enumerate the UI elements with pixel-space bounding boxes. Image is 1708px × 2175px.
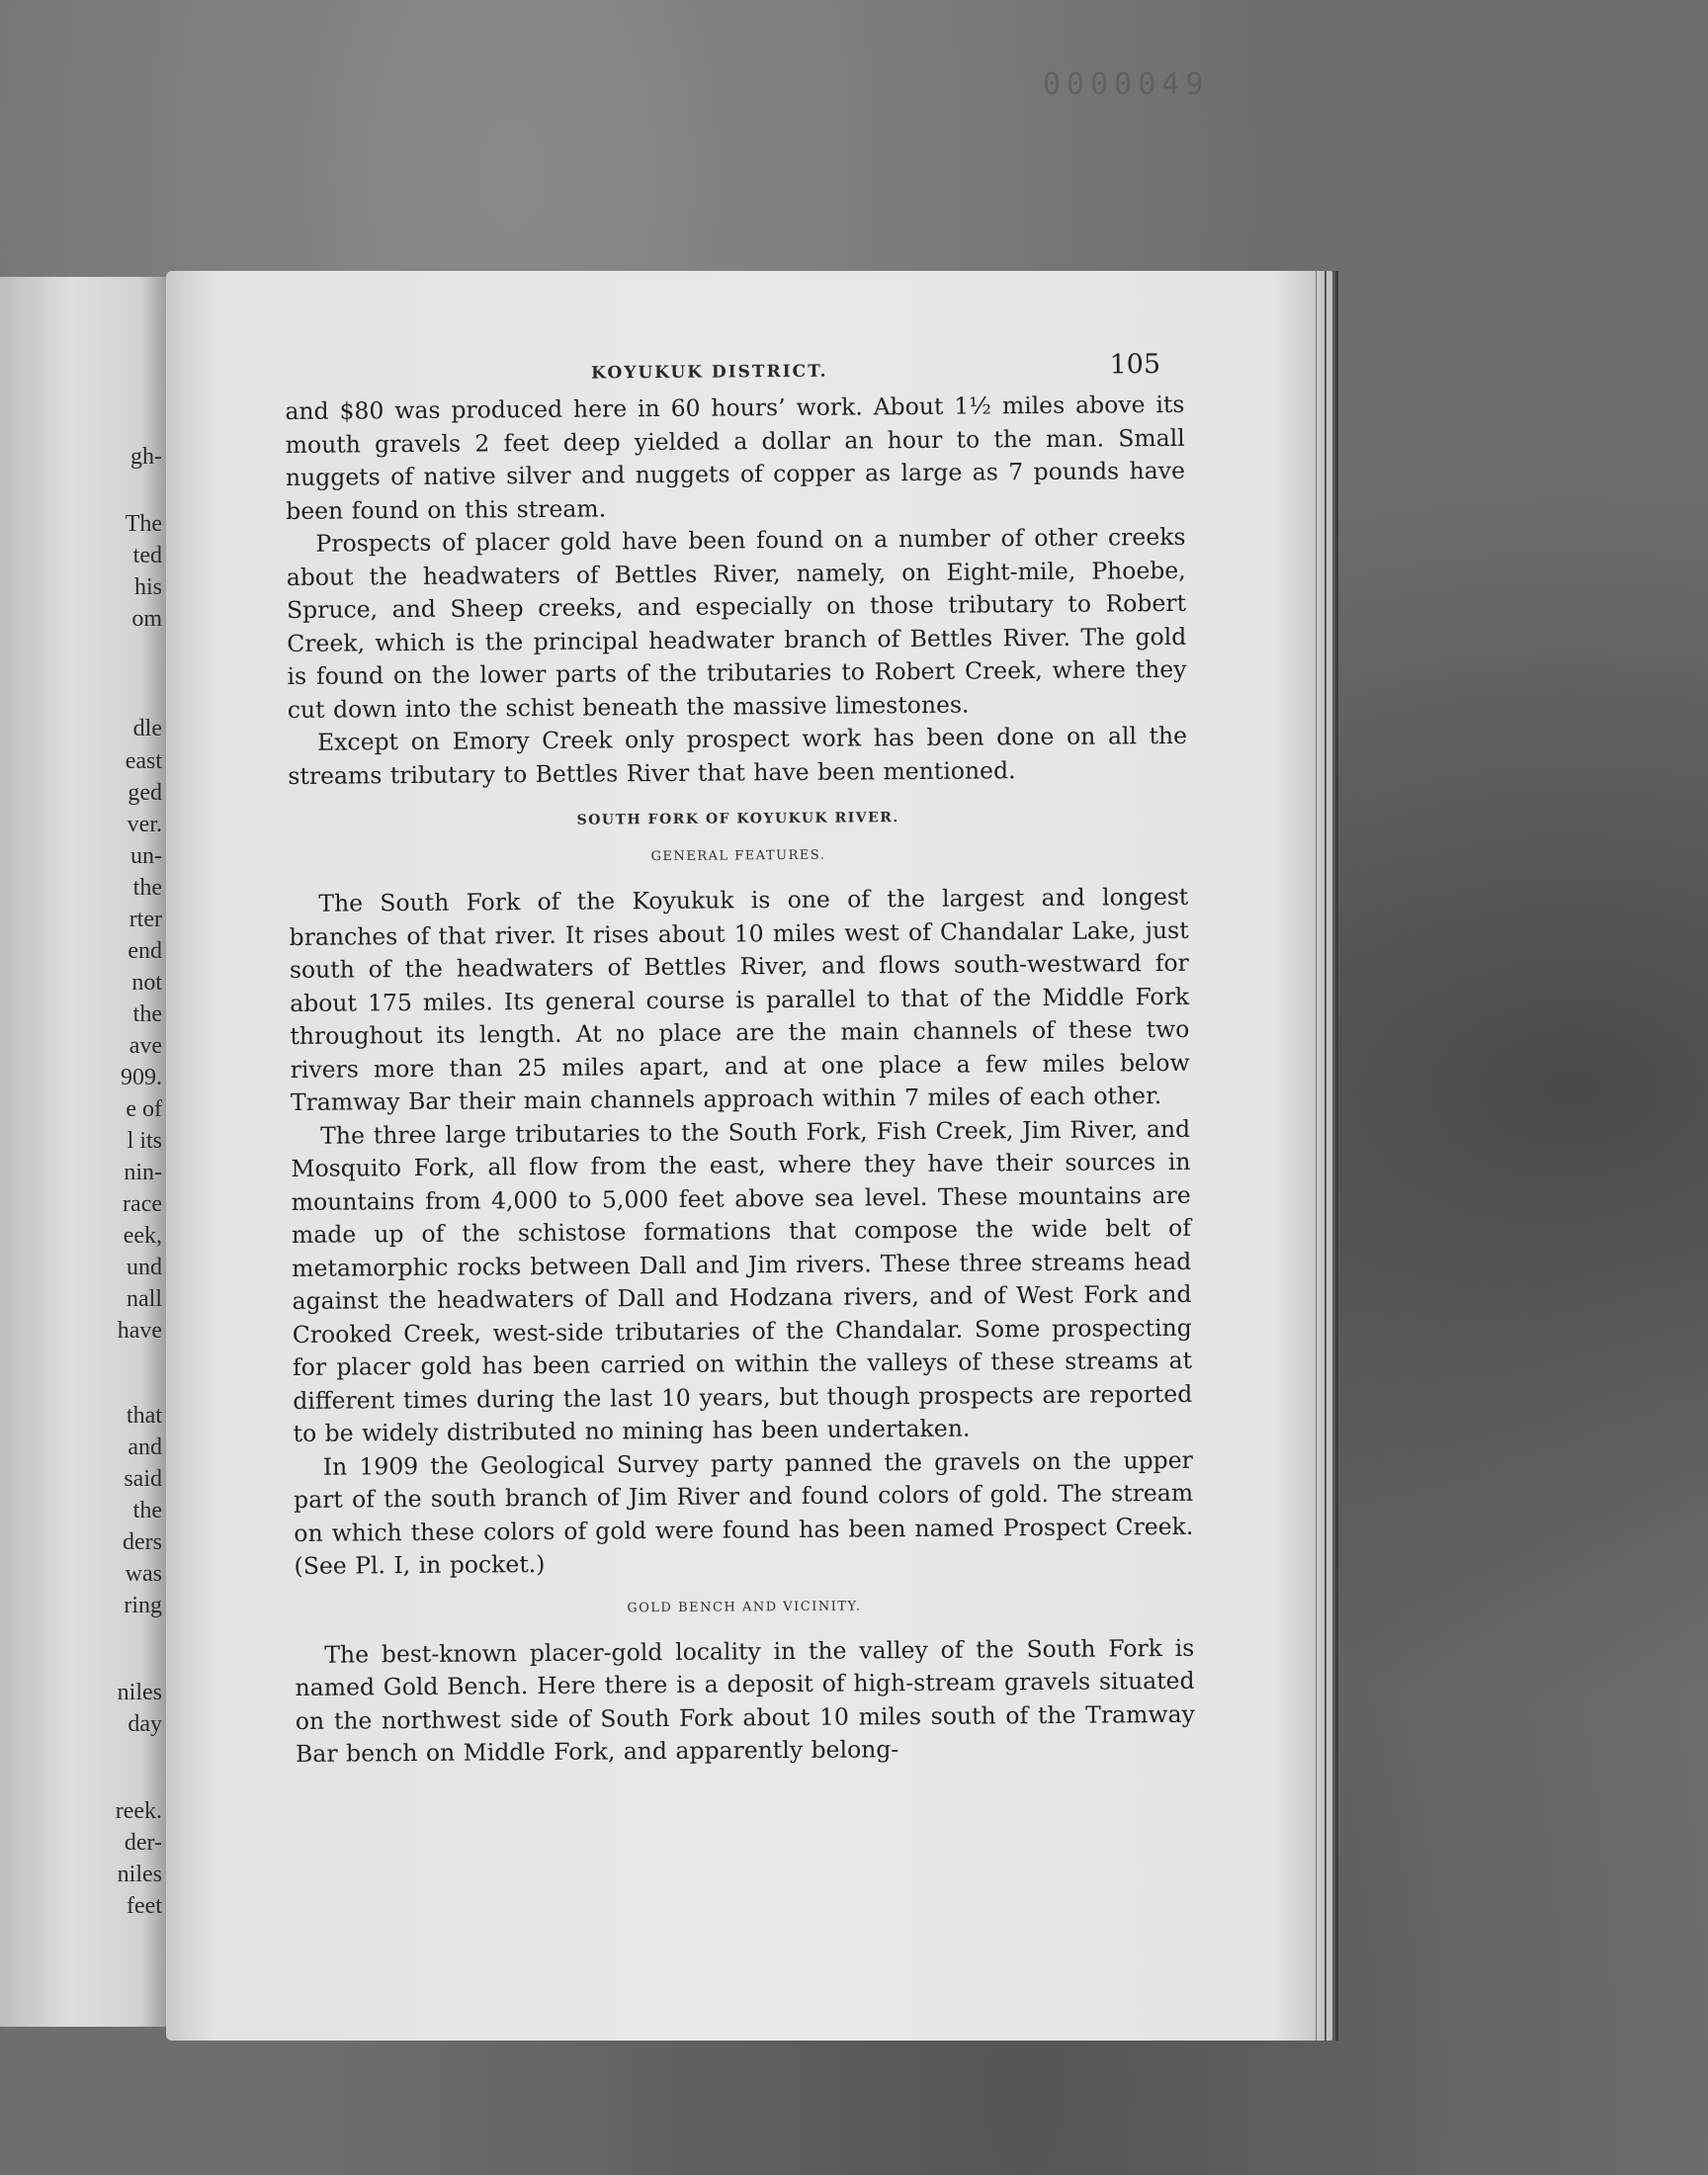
paragraph: The South Fork of the Koyukuk is one of the largest and longest branches of that river. It rises about 10 miles west of Chandalar Lake, just south of the headwaters of Bettles River, and flows south-westward for about 175 miles. Its general course is parallel to that of the Middle Fork throughout its length. At no place are the main channels of these two rivers more than 25 miles apart, and at one place a few miles below Tramway Bar their main channels approach within 7 miles of each other. [289, 882, 1190, 1116]
section-heading: SOUTH FORK OF KOYUKUK RIVER. [576, 810, 899, 828]
left-page-fragment: gh- [130, 444, 162, 470]
left-page-fragment: ged [128, 780, 162, 806]
left-page-fragment: the [132, 1498, 162, 1523]
left-page-fragment: and [128, 1435, 162, 1460]
left-page-fragment: end [128, 938, 162, 964]
left-page-edge [0, 277, 176, 2027]
left-page-fragment: day [128, 1711, 162, 1737]
left-page-fragment: nin- [124, 1160, 162, 1185]
left-page-fragment: was [125, 1561, 162, 1587]
paragraph: Except on Emory Creek only prospect work has been done on all the streams tributary to Bettles River that have been mentioned. [288, 721, 1188, 790]
left-page-fragment: not [131, 970, 162, 996]
left-page-fragment: said [124, 1466, 162, 1492]
left-page-fragment: l its [127, 1128, 162, 1154]
left-page-fragment: race [123, 1191, 162, 1217]
subheading-general-features: GENERAL FEATURES. [650, 847, 826, 865]
left-page-fragment: reek. [115, 1798, 162, 1824]
left-page-fragment: un- [130, 843, 162, 869]
subheading-gold-bench: GOLD BENCH AND VICINITY. [627, 1598, 862, 1615]
running-title: KOYUKUK DISTRICT. [591, 361, 828, 384]
left-page-fragment: The [125, 511, 162, 537]
paragraph: The three large tributaries to the South Fork, Fish Creek, Jim River, and Mosquito Fork, all flow from the east, where they have their sources in mountains from 4,000 to 5,000 feet above sea level. These mountains are made up of the schistose formations that compose the wide belt of metamorphic rocks between Dall and Jim rivers. These three streams head against the headwaters of Dall and Hodzana rivers, and of West Fork and Crooked Creek, west-side tributaries of the Chandalar. Some prospecting for placer gold has been carried on within the valleys of these streams at different times during the last 10 years, but though prospects are reported to be widely distributed no mining has been undertaken. [291, 1114, 1193, 1447]
left-page-fragment: dle [132, 716, 162, 741]
page-edge-line-faint [1316, 271, 1317, 2041]
left-page-fragment: niles [117, 1680, 162, 1705]
left-page-fragment: rter [128, 907, 162, 932]
left-page-fragment: und [127, 1255, 162, 1280]
left-page-fragment: feet [127, 1893, 162, 1919]
left-page-fragment: om [131, 606, 162, 632]
left-page-fragment: eek, [123, 1223, 162, 1249]
left-page-fragment: the [132, 1001, 162, 1027]
paragraph: Prospects of placer gold have been found on a number of other creeks about the headwaters of Bettles River, namely, on Eight-mile, Phoebe, Spruce, and Sheep creeks, and especially on those tributary to Robert Creek, which is the principal headwater branch of Bettles River. The gold is found on the lower parts of the tributaries to Robert Creek, where they cut down into the schist beneath the massive limestones. [286, 522, 1187, 724]
paragraph: The best-known placer-gold locality in the valley of the South Fork is named Gold Bench. Here there is a deposit of high-stream gravels situated on the northwest side of South Fork about 10 miles south of the Tramway Bar bench on Middle Fork, and apparently belong- [295, 1633, 1195, 1768]
left-page-fragment: ave [128, 1033, 162, 1059]
left-page-fragment: ders [123, 1529, 162, 1555]
page-edge-line-inner [1324, 271, 1326, 2041]
left-page-fragment: ring [124, 1593, 162, 1618]
page-edge-line [1335, 271, 1338, 2041]
left-page-fragment: e of [126, 1096, 162, 1122]
left-page-fragment: east [125, 748, 162, 774]
paragraph: In 1909 the Geological Survey party panned the gravels on the upper part of the south branch of Jim River and found colors of gold. The stream on which these colors of gold were found has been named Prospect Creek. (See Pl. I, in pocket.) [293, 1445, 1194, 1580]
left-page-fragment: ted [132, 543, 162, 568]
left-page-fragment: ver. [127, 812, 162, 837]
left-page-fragment: the [132, 875, 162, 901]
left-page-fragment: nall [127, 1286, 162, 1312]
archive-stamp-number: 0000049 [1043, 67, 1210, 102]
left-page-fragment: that [127, 1403, 162, 1429]
left-page-fragment: niles [117, 1862, 162, 1887]
paragraph: and $80 was produced here in 60 hours’ work. About 1½ miles above its mouth gravels 2 feet deep yielded a dollar an hour to the man. Small nuggets of native silver and nuggets of copper as large as 7 pounds have been found on this stream. [285, 390, 1186, 525]
left-page-fragment: der- [124, 1830, 162, 1856]
page-number: 105 [1109, 349, 1161, 381]
left-page-fragment: 909. [121, 1065, 162, 1090]
page-content [285, 349, 1195, 1772]
left-page-fragment: have [117, 1318, 162, 1344]
left-page-fragment: his [133, 574, 162, 600]
running-head [285, 349, 1184, 395]
